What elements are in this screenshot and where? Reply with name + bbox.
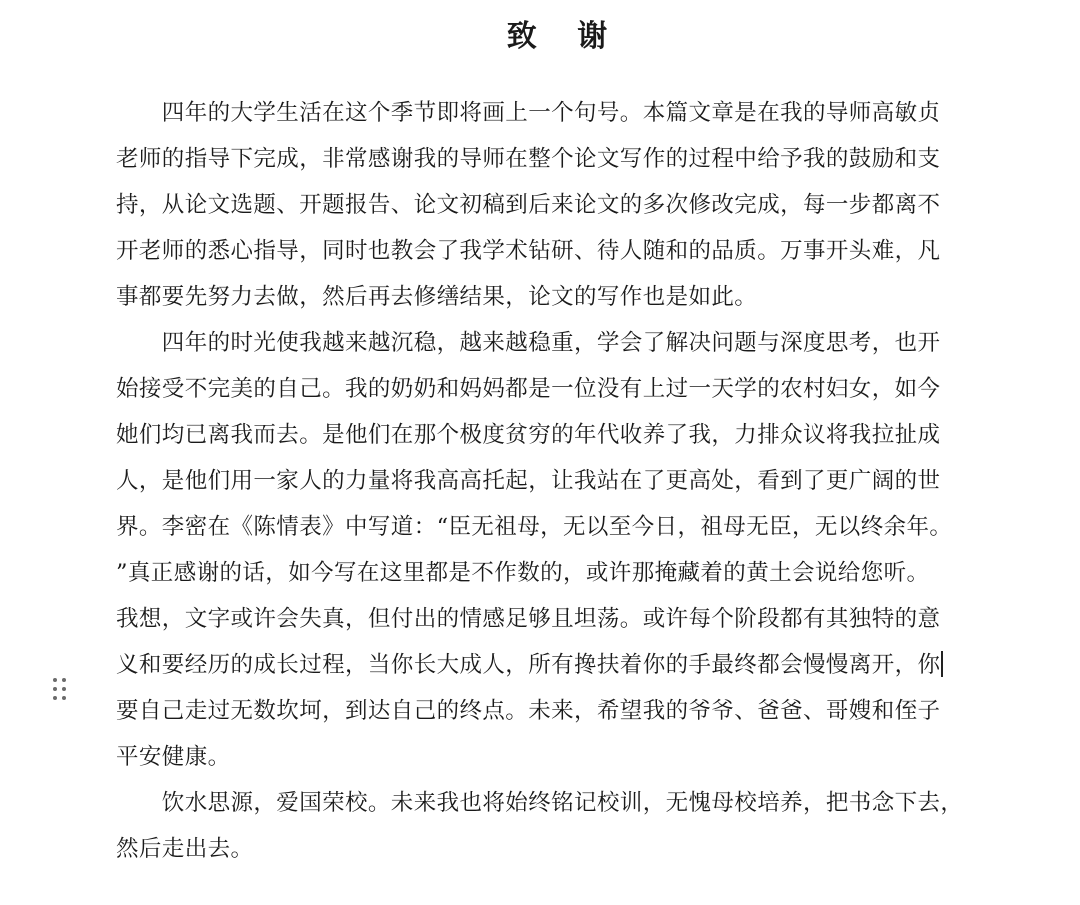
text-line: 饮水思源，爱国荣校。未来我也将始终铭记校训，无愧母校培养，把书念下去， — [116, 790, 964, 816]
text-cursor — [941, 651, 943, 677]
drag-dot-icon — [53, 696, 57, 700]
text-line: 四年的大学生活在这个季节即将画上一个句号。本篇文章是在我的导师高敏贞 — [116, 100, 941, 126]
text-line: 平安健康。 — [116, 744, 231, 770]
text-line: 事都要先努力去做，然后再去修缮结果，论文的写作也是如此。 — [116, 284, 758, 310]
text-line: 四年的时光使我越来越沉稳，越来越稳重，学会了解决问题与深度思考，也开 — [116, 330, 941, 356]
text-line: 开老师的悉心指导，同时也教会了我学术钻研、待人随和的品质。万事开头难，凡 — [116, 238, 941, 264]
page-title: 致 谢 — [506, 19, 614, 54]
text-line: 义和要经历的成长过程，当你长大成人，所有搀扶着你的手最终都会慢慢离开，你 — [116, 652, 941, 678]
text-line: 老师的指导下完成，非常感谢我的导师在整个论文写作的过程中给予我的鼓励和支 — [116, 146, 941, 172]
drag-dot-icon — [53, 678, 57, 682]
drag-dot-icon — [62, 687, 66, 691]
text-line: 持，从论文选题、开题报告、论文初稿到后来论文的多次修改完成，每一步都离不 — [116, 192, 941, 218]
drag-handle-icon[interactable] — [53, 678, 67, 702]
document-body[interactable] — [116, 90, 1008, 872]
text-line: 要自己走过无数坎坷，到达自己的终点。未来，希望我的爷爷、爸爸、哥嫂和侄子 — [116, 698, 941, 724]
text-line: 她们均已离我而去。是他们在那个极度贫穷的年代收养了我，力排众议将我拉扯成 — [116, 422, 941, 448]
text-line: 我想，文字或许会失真，但付出的情感足够且坦荡。或许每个阶段都有其独特的意 — [116, 606, 941, 632]
text-line: 人，是他们用一家人的力量将我高高托起，让我站在了更高处，看到了更广阔的世 — [116, 468, 941, 494]
drag-dot-icon — [53, 687, 57, 691]
drag-dot-icon — [62, 696, 66, 700]
text-line-with-caret — [116, 642, 1008, 688]
text-line: ”真正感谢的话，如今写在这里都是不作数的，或许那掩藏着的黄土会说给您听。 — [116, 560, 930, 586]
drag-dot-icon — [62, 678, 66, 682]
text-line: 然后走出去。 — [116, 836, 254, 862]
text-line: 始接受不完美的自己。我的奶奶和妈妈都是一位没有上过一天学的农村妇女，如今 — [116, 376, 941, 402]
text-line: 界。李密在《陈情表》中写道：“臣无祖母，无以至今日，祖母无臣，无以终余年。 — [116, 514, 953, 540]
